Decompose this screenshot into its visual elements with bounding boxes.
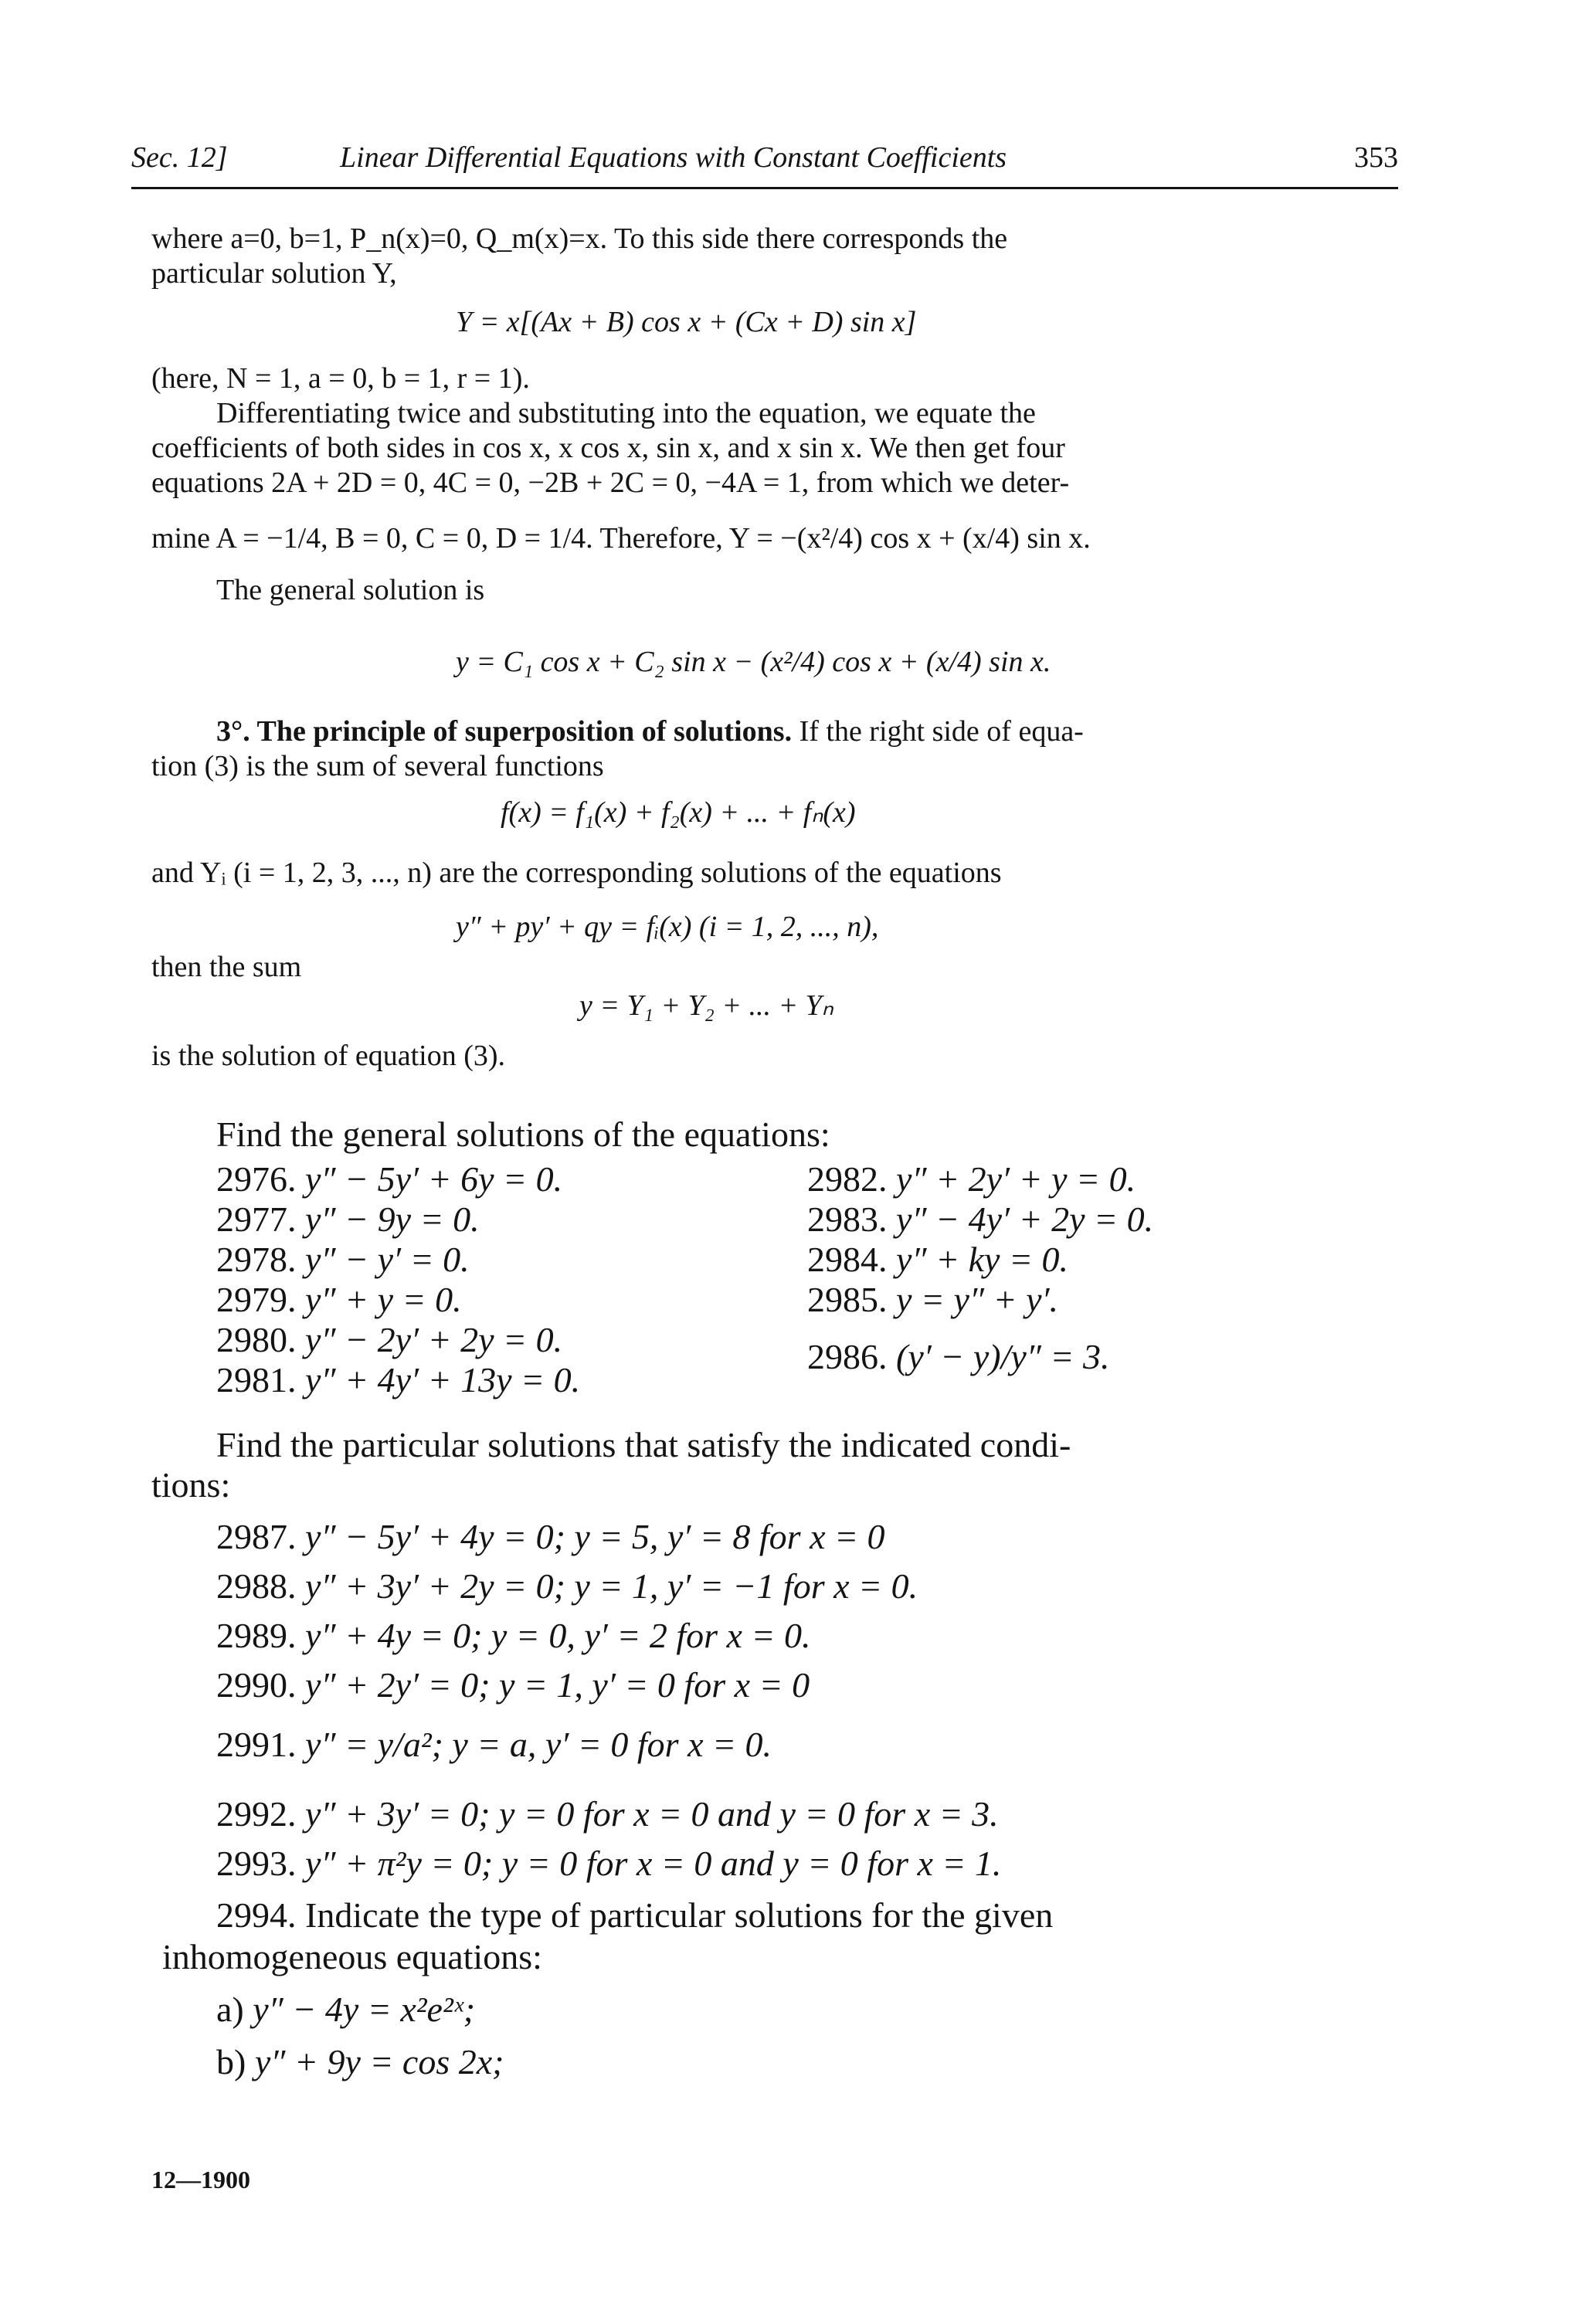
problem-item [807, 1199, 1153, 1240]
problem-item [216, 1615, 811, 1656]
problem-number: 2986. [807, 1337, 888, 1376]
problem-equation: y″ − 4y′ + 2y = 0. [896, 1199, 1154, 1239]
problem-number: 2988. [216, 1566, 297, 1606]
paragraph-line: tion (3) is the sum of several functions [151, 750, 604, 782]
problem-number: 2978. [216, 1240, 297, 1279]
equation: y = Y₁ + Y₂ + ... + Yₙ [579, 989, 833, 1022]
problem-item [216, 1279, 462, 1320]
running-header [131, 133, 1398, 189]
problem-item [216, 1566, 918, 1606]
subproblem-a [216, 1989, 475, 2030]
problem-item [216, 1664, 810, 1705]
equation: f(x) = f₁(x) + f₂(x) + ... + fₙ(x) [501, 796, 856, 829]
problem-equation: y = y″ + y′. [896, 1280, 1059, 1319]
subproblem-equation: y″ − 4y = x²e²ˣ; [253, 1990, 476, 2029]
problem-2994 [216, 1895, 1053, 1936]
problem-number: 2979. [216, 1280, 297, 1319]
paragraph-line: mine A = −1/4, B = 0, C = 0, D = 1/4. Therefore, Y = −(x²/4) cos x + (x/4) sin x. [151, 522, 1091, 555]
problem-number: 2989. [216, 1616, 297, 1655]
problem-equation: y″ − 9y = 0. [305, 1199, 480, 1239]
subproblem-b [216, 2041, 504, 2082]
paragraph-line: coefficients of both sides in cos x, x cos x, sin x, and x sin x. We then get four [151, 432, 1065, 464]
problem-item [216, 1239, 470, 1280]
paragraph-line: is the solution of equation (3). [151, 1040, 506, 1072]
section-heading: 3°. The principle of superposition of solutions. [216, 715, 793, 748]
problem-equation: (y′ − y)/y″ = 3. [896, 1337, 1110, 1376]
problem-number: 2980. [216, 1320, 297, 1359]
problem-item [216, 1199, 480, 1240]
problem-number: 2992. [216, 1794, 297, 1834]
problem-item [216, 1724, 772, 1765]
problem-number: 2993. [216, 1844, 297, 1883]
problem-item [216, 1319, 562, 1360]
paragraph-line: and Yᵢ (i = 1, 2, 3, ..., n) are the corresponding solutions of the equations [151, 857, 1002, 889]
equation: y″ + py′ + qy = fᵢ(x) (i = 1, 2, ..., n), [456, 911, 879, 943]
problem-item [807, 1336, 1109, 1377]
paragraph-line: Differentiating twice and substituting into the equation, we equate the [216, 397, 1036, 429]
problem-item [807, 1239, 1068, 1280]
problem-item [216, 1159, 562, 1199]
paragraph-line: equations 2A + 2D = 0, 4C = 0, −2B + 2C = 0, −4A = 1, from which we deter- [151, 466, 1070, 499]
problem-number: 2990. [216, 1665, 297, 1705]
problem-equation: y″ − 2y′ + 2y = 0. [305, 1320, 563, 1359]
problem-equation: y″ + y = 0. [305, 1280, 462, 1319]
paragraph-line: The general solution is [216, 574, 485, 606]
problem-item [216, 1516, 885, 1557]
problem-item [216, 1359, 580, 1400]
problem-equation: y″ + 2y′ = 0; y = 1, y′ = 0 for x = 0 [305, 1665, 810, 1705]
problem-item [807, 1159, 1136, 1199]
paragraph-line: particular solution Y, [151, 257, 397, 290]
problem-equation: y″ + 3y′ + 2y = 0; y = 1, y′ = −1 for x = 0. [305, 1566, 918, 1606]
superposition-paragraph [216, 714, 1084, 748]
problem-equation: y″ − 5y′ + 4y = 0; y = 5, y′ = 8 for x = 0 [305, 1517, 885, 1556]
problem-number: 2976. [216, 1159, 297, 1199]
paragraph-line: (here, N = 1, a = 0, b = 1, r = 1). [151, 362, 530, 395]
particular-intro-continuation: tions: [151, 1465, 231, 1505]
subproblem-label: a) [216, 1990, 244, 2029]
problem-equation: y″ + π²y = 0; y = 0 for x = 0 and y = 0 for x = 1. [305, 1844, 1002, 1883]
problem-equation: y″ − y′ = 0. [305, 1240, 470, 1279]
problem-equation: y″ + 2y′ + y = 0. [896, 1159, 1136, 1199]
problem-number: 2982. [807, 1159, 888, 1199]
paragraph-line: then the sum [151, 951, 302, 983]
subproblem-label: b) [216, 2042, 246, 2081]
problem-number: 2987. [216, 1517, 297, 1556]
paragraph-line: where a=0, b=1, P_n(x)=0, Q_m(x)=x. To this side there corresponds the [151, 222, 1008, 255]
problem-equation: y″ + 4y = 0; y = 0, y′ = 2 for x = 0. [305, 1616, 811, 1655]
signature-mark: 12—1900 [151, 2166, 250, 2193]
problem-number: 2994. [216, 1895, 297, 1935]
chapter-title: Linear Differential Equations with Constant Coefficients [340, 141, 1007, 174]
problem-2994-continuation: inhomogeneous equations: [162, 1937, 542, 1976]
problem-number: 2985. [807, 1280, 888, 1319]
problem-equation: y″ = y/a²; y = a, y′ = 0 for x = 0. [305, 1725, 772, 1764]
problem-number: 2991. [216, 1725, 297, 1764]
problem-number: 2977. [216, 1199, 297, 1239]
particular-intro: Find the particular solutions that satisfy the indicated condi- [216, 1425, 1071, 1464]
problem-text: Indicate the type of particular solutions for the given [305, 1895, 1054, 1935]
problem-item [216, 1793, 999, 1834]
section-label: Sec. 12] [131, 141, 228, 174]
problems-intro: Find the general solutions of the equations: [216, 1115, 830, 1154]
problem-number: 2983. [807, 1199, 888, 1239]
problem-item [216, 1843, 1001, 1884]
problem-item [807, 1279, 1058, 1320]
problem-equation: y″ + 3y′ = 0; y = 0 for x = 0 and y = 0 for x = 3. [305, 1794, 999, 1834]
problem-equation: y″ + ky = 0. [896, 1240, 1068, 1279]
subproblem-equation: y″ + 9y = cos 2x; [254, 2042, 504, 2081]
page-number: 353 [1354, 141, 1398, 174]
problem-number: 2984. [807, 1240, 888, 1279]
problem-number: 2981. [216, 1360, 297, 1399]
problem-equation: y″ − 5y′ + 6y = 0. [305, 1159, 563, 1199]
equation: y = C₁ cos x + C₂ sin x − (x²/4) cos x + (x/4) sin x. [456, 646, 1051, 678]
equation: Y = x[(Ax + B) cos x + (Cx + D) sin x] [456, 306, 917, 338]
paragraph-text: If the right side of equa- [799, 715, 1084, 748]
problem-equation: y″ + 4y′ + 13y = 0. [305, 1360, 581, 1399]
